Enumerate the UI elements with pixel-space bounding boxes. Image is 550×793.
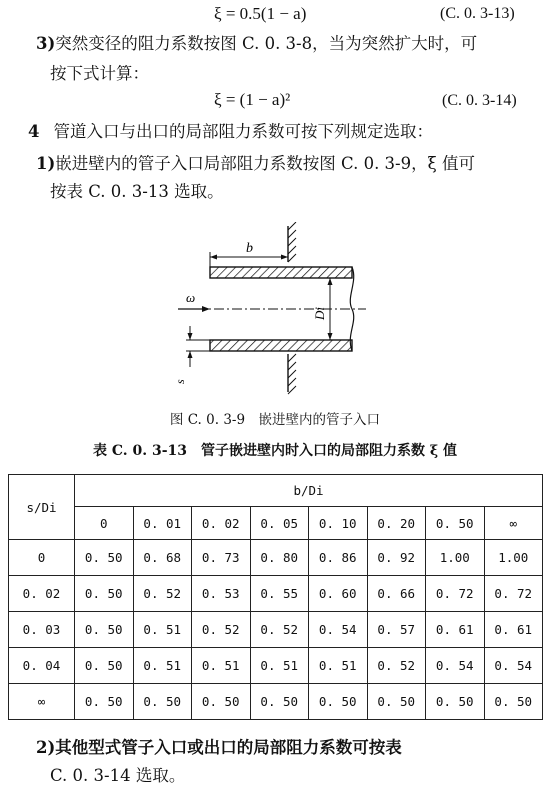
flow-arrowhead [202,306,210,312]
row-label: 0. 03 [9,612,75,648]
table-cell: 0. 57 [367,612,426,648]
table-cell: 0. 50 [484,684,543,720]
b-label: b [246,241,253,256]
di-arrow-top [328,278,333,285]
paragraph-2: 2)其他型式管子入口或出口的局部阻力系数可按表 [36,738,402,757]
row-header: s/Di [9,475,75,540]
table-row [9,684,543,720]
pipe-wall-bottom [210,340,352,351]
s-arrow-bottom [188,351,193,358]
section-4: 4 管道入口与出口的局部阻力系数可按下列规定选取： [28,122,433,141]
table-cell: 0. 68 [133,540,192,576]
wall-hatch [288,222,296,394]
table-cell: 0. 54 [309,612,368,648]
table-cell: 1.00 [426,540,485,576]
column-header: 0. 01 [133,507,192,540]
table-cell: 0. 80 [250,540,309,576]
table-cell: 1.00 [484,540,543,576]
table-cell: 0. 50 [75,576,134,612]
table-cell: 0. 52 [192,612,251,648]
figure-caption: 图 C. 0. 3-9 嵌进壁内的管子入口 [169,412,381,428]
row-label: 0. 02 [9,576,75,612]
col-group-header: b/Di [75,475,543,507]
table-cell: 0. 50 [75,648,134,684]
paragraph-2-line2: C. 0. 3-14 选取。 [50,766,186,785]
paragraph-1: 1)嵌进壁内的管子入口局部阻力系数按图 C. 0. 3-9，ξ 值可 [36,154,475,173]
table-caption: 表 C. 0. 3-13 管子嵌进壁内时入口的局部阻力系数 ξ 值 [92,443,458,459]
column-header: 0. 02 [192,507,251,540]
column-header: 0. 20 [367,507,426,540]
table-cell: 0. 50 [75,540,134,576]
table-cell: 0. 52 [367,648,426,684]
table-row [9,576,543,612]
table-cell: 0. 54 [426,648,485,684]
s-label: s [173,379,187,384]
table-cell: 0. 50 [75,612,134,648]
table-row [9,648,543,684]
pipe-inlet-figure [170,222,370,402]
row-label: ∞ [9,684,75,720]
table-cell: 0. 52 [250,612,309,648]
table-cell: 0. 61 [426,612,485,648]
table-cell: 0. 72 [484,576,543,612]
resistance-table [8,474,543,720]
column-header: 0. 50 [426,507,485,540]
paragraph-1-line2: 按表 C. 0. 3-13 选取。 [50,182,224,201]
table-cell: 0. 50 [250,684,309,720]
table-cell: 0. 92 [367,540,426,576]
table-cell: 0. 50 [367,684,426,720]
table-cell: 0. 60 [309,576,368,612]
paragraph-3: 3)突然变径的阻力系数按图 C. 0. 3-8，当为突然扩大时，可 [36,34,478,53]
table-cell: 0. 50 [426,684,485,720]
omega-label: ω [186,290,196,305]
table-cell: 0. 50 [133,684,192,720]
table-cell: 0. 54 [484,648,543,684]
table-cell: 0. 55 [250,576,309,612]
pipe-wall-top [210,267,352,278]
table-cell: 0. 50 [309,684,368,720]
equation-14-number: (C. 0. 3-14) [442,92,517,109]
table-cell: 0. 51 [309,648,368,684]
row-label: 0. 04 [9,648,75,684]
table-cell: 0. 51 [133,648,192,684]
di-label: Di [312,307,327,320]
table-cell: 0. 50 [75,684,134,720]
table-cell: 0. 50 [192,684,251,720]
table-cell: 0. 52 [133,576,192,612]
table-cell: 0. 73 [192,540,251,576]
table-cell: 0. 72 [426,576,485,612]
equation-13: ξ = 0.5(1 − a) [214,4,307,23]
di-arrow-bottom [328,333,333,340]
column-header: 0. 10 [309,507,368,540]
table-cell: 0. 51 [250,648,309,684]
table-cell: 0. 86 [309,540,368,576]
equation-13-number: (C. 0. 3-13) [440,5,515,22]
column-header: 0 [75,507,134,540]
table-row [9,540,543,576]
table-cell: 0. 51 [133,612,192,648]
column-header: 0. 05 [250,507,309,540]
b-arrow-right [281,255,288,260]
row-label: 0 [9,540,75,576]
s-arrow-top [188,333,193,340]
paragraph-3-line2: 按下式计算： [50,64,149,83]
b-arrow-left [210,255,217,260]
table-cell: 0. 51 [192,648,251,684]
equation-14: ξ = (1 − a)² [214,90,291,109]
table-cell: 0. 66 [367,576,426,612]
table-cell: 0. 53 [192,576,251,612]
table-cell: 0. 61 [484,612,543,648]
column-header: ∞ [484,507,543,540]
table-row [9,612,543,648]
